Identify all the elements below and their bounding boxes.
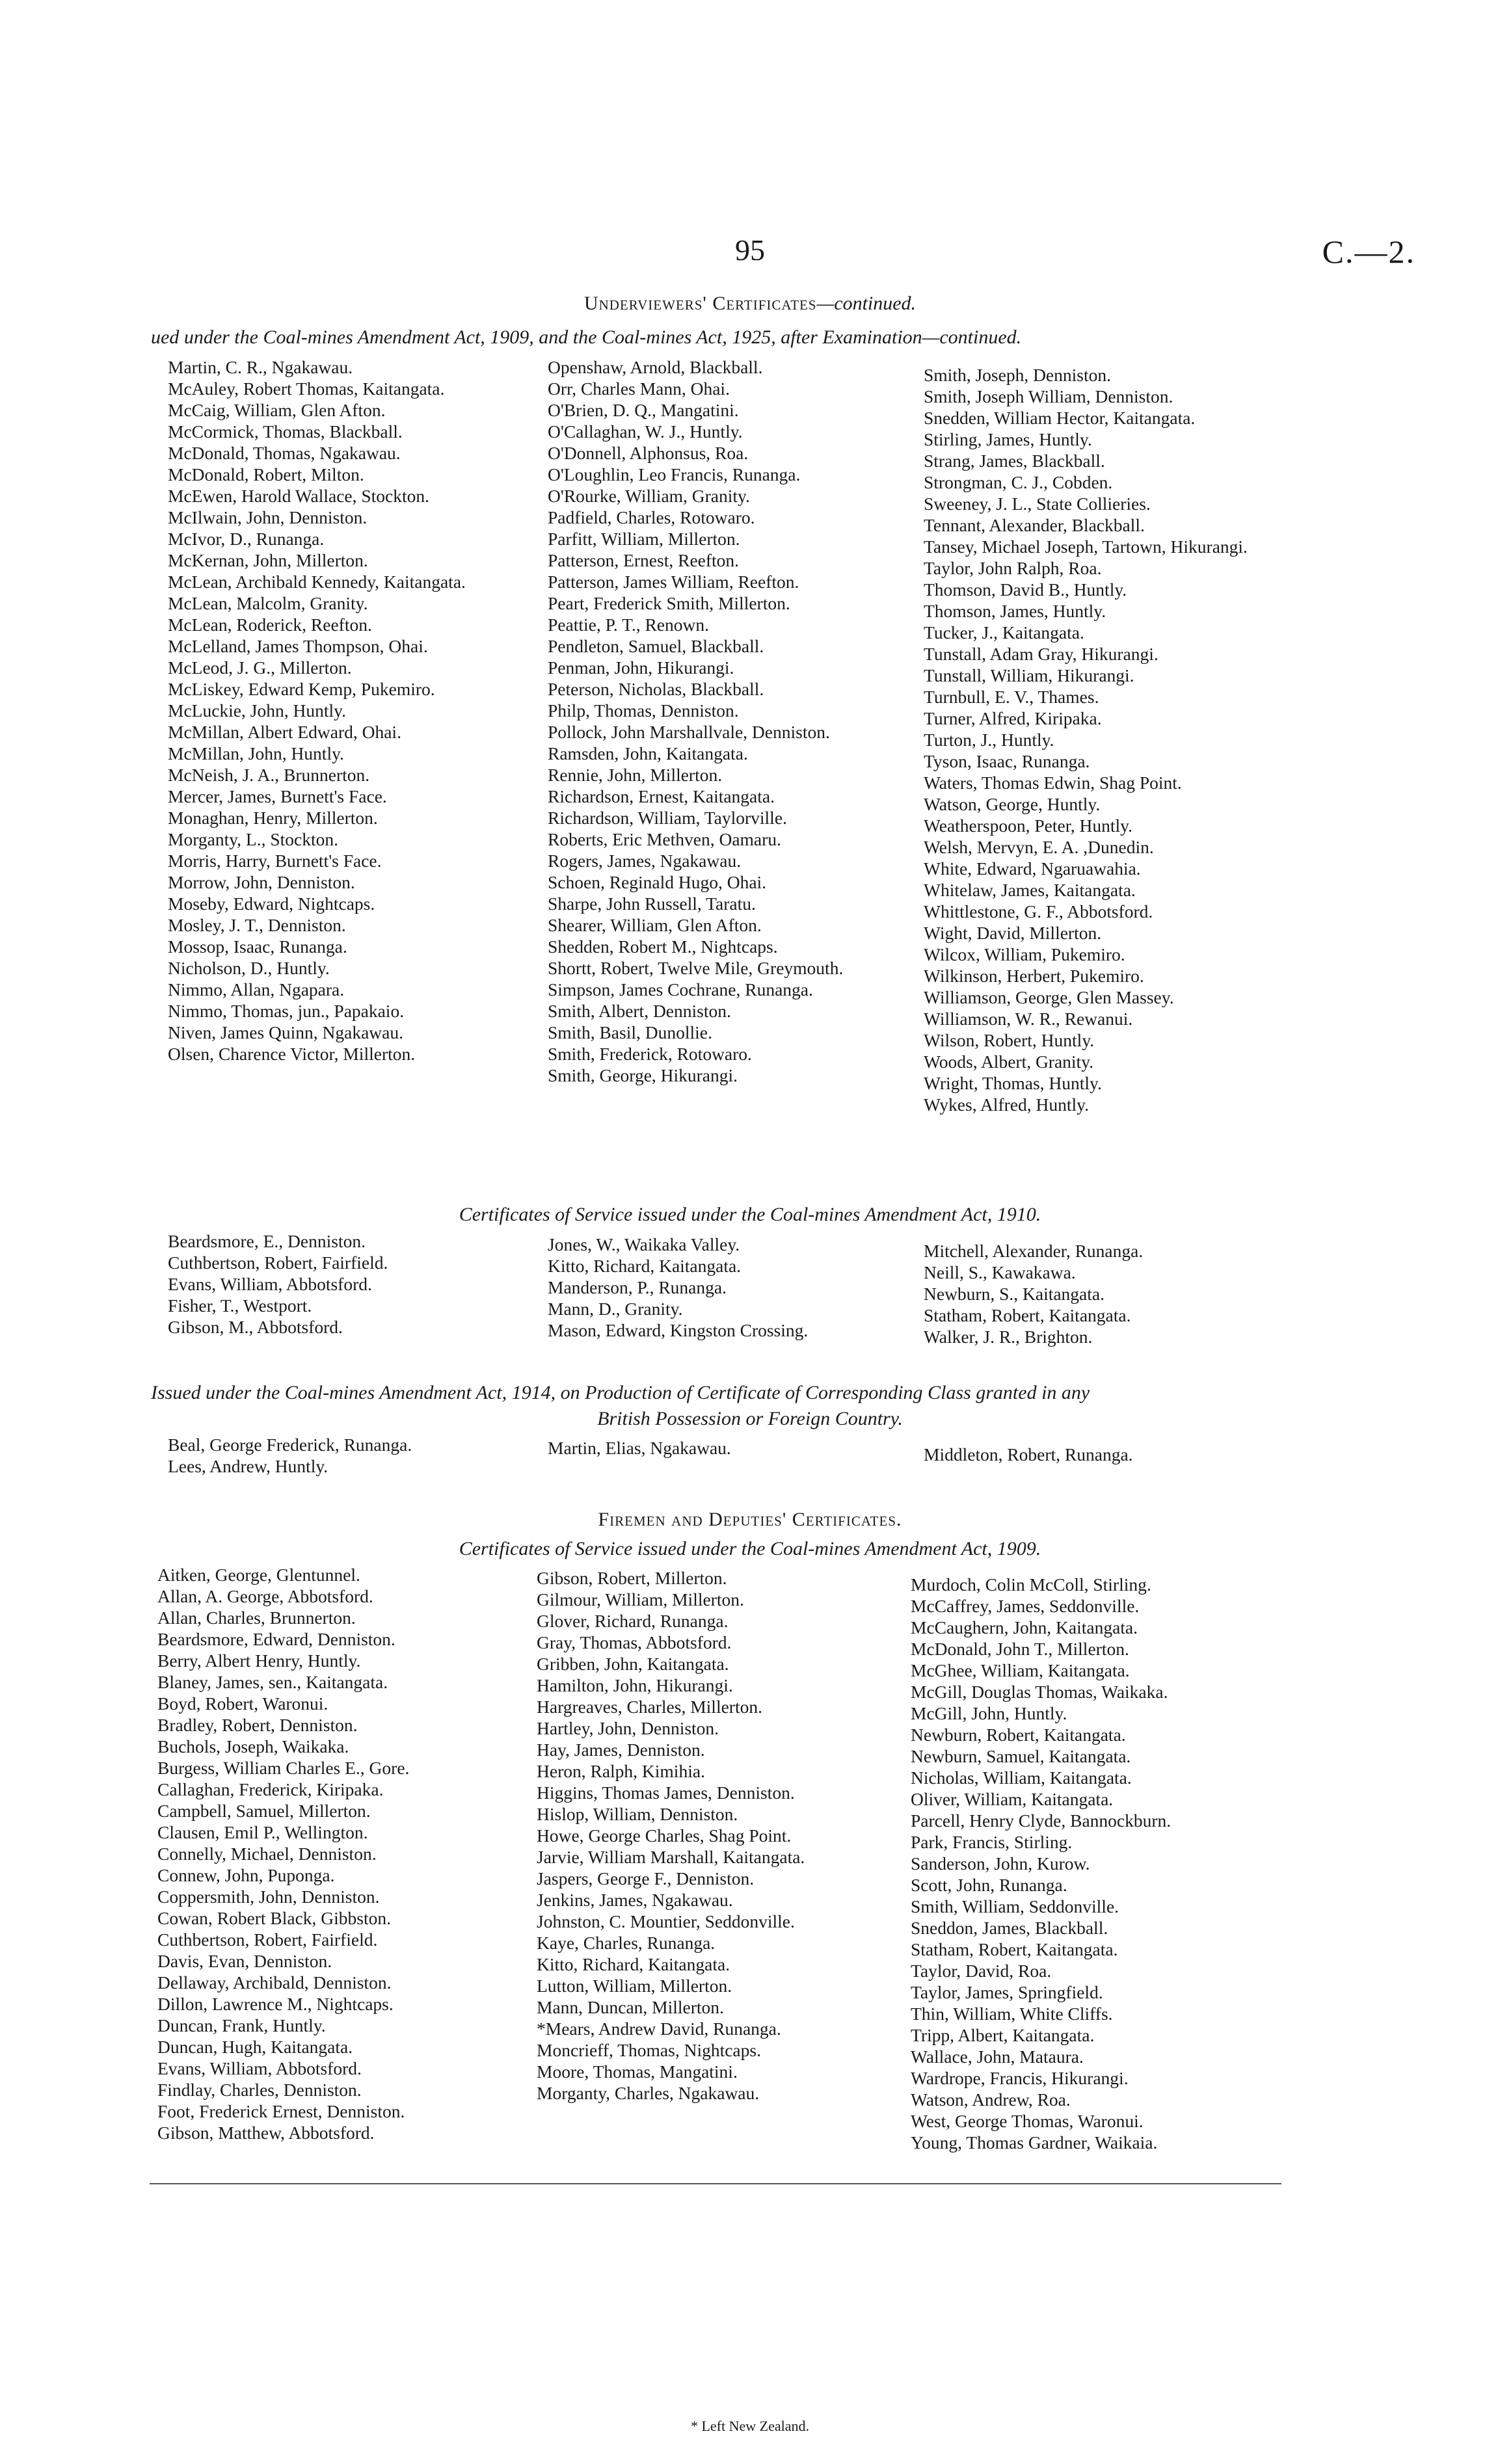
list-item: Jones, W., Waikaka Valley. bbox=[548, 1234, 740, 1254]
list-item: McMillan, Albert Edward, Ohai. bbox=[168, 722, 401, 742]
list-item: Beal, George Frederick, Runanga. bbox=[168, 1435, 412, 1455]
list-item: Tripp, Albert, Kaitangata. bbox=[911, 2025, 1095, 2045]
list-item: Beardsmore, E., Denniston. bbox=[168, 1231, 366, 1251]
list-item: Dillon, Lawrence M., Nightcaps. bbox=[157, 1994, 394, 2014]
list-item: Mann, Duncan, Millerton. bbox=[537, 1997, 724, 2017]
list-item: Murdoch, Colin McColl, Stirling. bbox=[911, 1574, 1151, 1595]
list-item: Johnston, C. Mountier, Seddonville. bbox=[537, 1911, 795, 1931]
list-item: Newburn, Samuel, Kaitangata. bbox=[911, 1746, 1131, 1766]
service-1910-column-2 bbox=[548, 1234, 902, 1341]
list-item: Jarvie, William Marshall, Kaitangata. bbox=[537, 1847, 805, 1867]
list-item: McMillan, John, Huntly. bbox=[168, 743, 344, 763]
list-item: Neill, S., Kawakawa. bbox=[924, 1262, 1076, 1282]
list-item: Turnbull, E. V., Thames. bbox=[924, 687, 1099, 707]
list-item: Turner, Alfred, Kiripaka. bbox=[924, 708, 1102, 728]
list-item: Morrow, John, Denniston. bbox=[168, 872, 355, 892]
list-item: Hargreaves, Charles, Millerton. bbox=[537, 1697, 762, 1717]
list-item: McLean, Roderick, Reefton. bbox=[168, 615, 372, 635]
list-item: Callaghan, Frederick, Kiripaka. bbox=[157, 1779, 384, 1799]
list-item: Peattie, P. T., Renown. bbox=[548, 615, 709, 635]
list-item: Jaspers, George F., Denniston. bbox=[537, 1868, 755, 1888]
list-item: Smith, Basil, Dunollie. bbox=[548, 1022, 712, 1042]
list-item: Tansey, Michael Joseph, Tartown, Hikurangi. bbox=[924, 537, 1248, 557]
list-item: McDonald, John T., Millerton. bbox=[911, 1639, 1129, 1659]
list-item: Shortt, Robert, Twelve Mile, Greymouth. bbox=[548, 958, 844, 978]
list-item: Nicholas, William, Kaitangata. bbox=[911, 1768, 1132, 1788]
list-item: Snedden, William Hector, Kaitangata. bbox=[924, 408, 1196, 428]
list-item: West, George Thomas, Waronui. bbox=[911, 2111, 1144, 2131]
list-item: Cowan, Robert Black, Gibbston. bbox=[157, 1908, 391, 1928]
list-item: Olsen, Charence Victor, Millerton. bbox=[168, 1044, 416, 1064]
list-item: McCormick, Thomas, Blackball. bbox=[168, 421, 403, 442]
list-item: Smith, Joseph, Denniston. bbox=[924, 365, 1111, 385]
list-item: Lutton, William, Millerton. bbox=[537, 1976, 732, 1996]
list-item: McLelland, James Thompson, Ohai. bbox=[168, 636, 428, 656]
list-item: Simpson, James Cochrane, Runanga. bbox=[548, 979, 813, 1000]
list-item: Tennant, Alexander, Blackball. bbox=[924, 515, 1145, 535]
list-item: Sweeney, J. L., State Collieries. bbox=[924, 494, 1151, 514]
list-item: Mercer, James, Burnett's Face. bbox=[168, 786, 387, 806]
underviewers-title: Underviewers' Certificates bbox=[583, 293, 817, 314]
underviewers-title-suffix: —continued. bbox=[816, 293, 917, 314]
footnote: * Left New Zealand. bbox=[690, 2418, 810, 2434]
list-item: Hislop, William, Denniston. bbox=[537, 1804, 738, 1824]
list-item: Smith, Joseph William, Denniston. bbox=[924, 386, 1173, 406]
list-item: Smith, George, Hikurangi. bbox=[548, 1065, 738, 1085]
list-item: Mosley, J. T., Denniston. bbox=[168, 915, 346, 935]
section-title-firemen: Firemen and Deputies' Certificates. bbox=[598, 1509, 902, 1530]
list-item: Kaye, Charles, Runanga. bbox=[537, 1933, 716, 1953]
list-item: Hay, James, Denniston. bbox=[537, 1740, 705, 1760]
list-item: Wykes, Alfred, Huntly. bbox=[924, 1094, 1089, 1115]
list-item: Morganty, Charles, Ngakawau. bbox=[537, 2083, 760, 2103]
subheading-firemen: Certificates of Service issued under the Coal-mines Amendment Act, 1909. bbox=[459, 1538, 1041, 1559]
list-item: Findlay, Charles, Denniston. bbox=[157, 2080, 362, 2100]
subheading-issued-1914-line2: British Possession or Foreign Country. bbox=[597, 1408, 903, 1429]
list-item: McLiskey, Edward Kemp, Pukemiro. bbox=[168, 679, 435, 699]
list-item: Oliver, William, Kaitangata. bbox=[911, 1789, 1114, 1809]
list-item: Turton, J., Huntly. bbox=[924, 730, 1054, 750]
list-item: Sneddon, James, Blackball. bbox=[911, 1918, 1108, 1938]
list-item: Connelly, Michael, Denniston. bbox=[157, 1844, 377, 1864]
list-item: Roberts, Eric Methven, Oamaru. bbox=[548, 829, 781, 849]
list-item: Weatherspoon, Peter, Huntly. bbox=[924, 815, 1133, 836]
list-item: Pendleton, Samuel, Blackball. bbox=[548, 636, 764, 656]
list-item: Sharpe, John Russell, Taratu. bbox=[548, 894, 756, 914]
list-item: Woods, Albert, Granity. bbox=[924, 1052, 1094, 1072]
list-item: Middleton, Robert, Runanga. bbox=[924, 1444, 1133, 1464]
list-item: Allan, A. George, Abbotsford. bbox=[157, 1586, 373, 1606]
list-item: Nicholson, D., Huntly. bbox=[168, 958, 330, 978]
list-item: Cuthbertson, Robert, Fairfield. bbox=[157, 1929, 378, 1950]
list-item: Williamson, W. R., Rewanui. bbox=[924, 1009, 1133, 1029]
list-item: Foot, Frederick Ernest, Denniston. bbox=[157, 2101, 405, 2121]
list-item: Strongman, C. J., Cobden. bbox=[924, 472, 1113, 492]
list-item: Statham, Robert, Kaitangata. bbox=[911, 1939, 1118, 1959]
list-item: Rennie, John, Millerton. bbox=[548, 765, 723, 785]
list-item: Wright, Thomas, Huntly. bbox=[924, 1073, 1102, 1093]
list-item: Campbell, Samuel, Millerton. bbox=[157, 1801, 371, 1821]
subheading-underviewers: ued under the Coal-mines Amendment Act, 1909, and the Coal-mines Act, 1925, after Examination—continued. bbox=[151, 326, 1022, 348]
list-item: Watson, Andrew, Roa. bbox=[911, 2089, 1071, 2110]
list-item: Ramsden, John, Kaitangata. bbox=[548, 743, 748, 763]
footnote-rule bbox=[150, 2183, 1281, 2184]
list-item: Peterson, Nicholas, Blackball. bbox=[548, 679, 764, 699]
list-item: McLeod, J. G., Millerton. bbox=[168, 657, 352, 678]
list-item: Howe, George Charles, Shag Point. bbox=[537, 1825, 792, 1846]
issued-1914-column-3 bbox=[924, 1444, 1288, 1465]
list-item: Padfield, Charles, Rotowaro. bbox=[548, 507, 755, 527]
list-item: Wilson, Robert, Huntly. bbox=[924, 1030, 1095, 1050]
list-item: *Mears, Andrew David, Runanga. bbox=[537, 2019, 781, 2039]
list-item: McDonald, Robert, Milton. bbox=[168, 464, 364, 484]
list-item: Wight, David, Millerton. bbox=[924, 923, 1102, 943]
list-item: Thin, William, White Cliffs. bbox=[911, 2004, 1113, 2024]
underviewers-column-3 bbox=[924, 364, 1288, 1115]
list-item: Parcell, Henry Clyde, Bannockburn. bbox=[911, 1810, 1172, 1831]
list-item: McNeish, J. A., Brunnerton. bbox=[168, 765, 370, 785]
list-item: Tyson, Isaac, Runanga. bbox=[924, 751, 1090, 771]
list-item: Mason, Edward, Kingston Crossing. bbox=[548, 1320, 809, 1340]
list-item: McLean, Archibald Kennedy, Kaitangata. bbox=[168, 572, 466, 592]
list-item: White, Edward, Ngaruawahia. bbox=[924, 858, 1141, 879]
list-item: Park, Francis, Stirling. bbox=[911, 1832, 1073, 1852]
list-item: Whitelaw, James, Kaitangata. bbox=[924, 880, 1136, 900]
list-item: McLean, Malcolm, Granity. bbox=[168, 593, 368, 613]
list-item: Peart, Frederick Smith, Millerton. bbox=[548, 593, 790, 613]
list-item: Kitto, Richard, Kaitangata. bbox=[537, 1954, 730, 1974]
firemen-column-1 bbox=[157, 1564, 519, 2143]
subheading-service-1910: Certificates of Service issued under the Coal-mines Amendment Act, 1910. bbox=[459, 1204, 1041, 1225]
list-item: Walker, J. R., Brighton. bbox=[924, 1327, 1093, 1347]
list-item: Nimmo, Thomas, jun., Papakaio. bbox=[168, 1001, 405, 1021]
list-item: Taylor, John Ralph, Roa. bbox=[924, 558, 1102, 578]
subheading-issued-1914: Issued under the Coal-mines Amendment Act, 1914, on Production of Certificate of Corresponding Class granted in any bbox=[151, 1382, 1090, 1403]
list-item: Beardsmore, Edward, Denniston. bbox=[157, 1629, 395, 1649]
list-item: Tucker, J., Kaitangata. bbox=[924, 622, 1084, 642]
list-item: Connew, John, Puponga. bbox=[157, 1865, 335, 1885]
list-item: Clausen, Emil P., Wellington. bbox=[157, 1822, 368, 1842]
list-item: Schoen, Reginald Hugo, Ohai. bbox=[548, 872, 767, 892]
list-item: O'Donnell, Alphonsus, Roa. bbox=[548, 443, 749, 463]
list-item: Orr, Charles Mann, Ohai. bbox=[548, 378, 730, 399]
list-item: Tunstall, Adam Gray, Hikurangi. bbox=[924, 644, 1158, 664]
list-item: Wilkinson, Herbert, Pukemiro. bbox=[924, 966, 1144, 986]
list-item: Strang, James, Blackball. bbox=[924, 451, 1105, 471]
list-item: Scott, John, Runanga. bbox=[911, 1875, 1067, 1895]
list-item: Young, Thomas Gardner, Waikaia. bbox=[911, 2132, 1158, 2153]
list-item: Welsh, Mervyn, E. A. ,Dunedin. bbox=[924, 837, 1154, 857]
list-item: Gibson, M., Abbotsford. bbox=[168, 1317, 343, 1337]
list-item: Fisher, T., Westport. bbox=[168, 1295, 312, 1316]
page-number: 95 bbox=[735, 233, 765, 267]
list-item: Morganty, L., Stockton. bbox=[168, 829, 339, 849]
underviewers-column-1 bbox=[168, 356, 519, 1065]
list-item: Mossop, Isaac, Runanga. bbox=[168, 936, 347, 957]
list-item: Duncan, Hugh, Kaitangata. bbox=[157, 2037, 353, 2057]
list-item: Waters, Thomas Edwin, Shag Point. bbox=[924, 773, 1182, 793]
firemen-column-3 bbox=[911, 1574, 1288, 2153]
list-item: McGill, Douglas Thomas, Waikaka. bbox=[911, 1682, 1168, 1702]
list-item: Shearer, William, Glen Afton. bbox=[548, 915, 762, 935]
list-item: Duncan, Frank, Huntly. bbox=[157, 2015, 326, 2035]
firemen-column-2 bbox=[537, 1567, 902, 2104]
list-item: Berry, Albert Henry, Huntly. bbox=[157, 1650, 361, 1671]
list-item: Martin, Elias, Ngakawau. bbox=[548, 1438, 731, 1458]
list-item: Boyd, Robert, Waronui. bbox=[157, 1693, 328, 1714]
list-item: Buchols, Joseph, Waikaka. bbox=[157, 1736, 349, 1756]
list-item: Smith, Frederick, Rotowaro. bbox=[548, 1044, 752, 1064]
list-item: Stirling, James, Huntly. bbox=[924, 429, 1092, 449]
list-item: Bradley, Robert, Denniston. bbox=[157, 1715, 358, 1735]
list-item: Gribben, John, Kaitangata. bbox=[537, 1654, 729, 1674]
list-item: McCaughern, John, Kaitangata. bbox=[911, 1617, 1138, 1637]
list-item: Aitken, George, Glentunnel. bbox=[157, 1565, 360, 1585]
list-item: Whittlestone, G. F., Abbotsford. bbox=[924, 901, 1153, 921]
list-item: Shedden, Robert M., Nightcaps. bbox=[548, 936, 778, 957]
list-item: Watson, George, Huntly. bbox=[924, 794, 1101, 814]
list-item: McIvor, D., Runanga. bbox=[168, 529, 325, 549]
list-item: Moseby, Edward, Nightcaps. bbox=[168, 894, 375, 914]
list-item: Gray, Thomas, Abbotsford. bbox=[537, 1632, 732, 1652]
list-item: Blaney, James, sen., Kaitangata. bbox=[157, 1672, 388, 1692]
list-item: Patterson, James William, Reefton. bbox=[548, 572, 799, 592]
list-item: Cuthbertson, Robert, Fairfield. bbox=[168, 1252, 388, 1273]
list-item: McEwen, Harold Wallace, Stockton. bbox=[168, 486, 430, 506]
underviewers-column-2 bbox=[548, 356, 902, 1086]
list-item: Glover, Richard, Runanga. bbox=[537, 1611, 729, 1631]
list-item: Manderson, P., Runanga. bbox=[548, 1277, 727, 1297]
list-item: McGhee, William, Kaitangata. bbox=[911, 1660, 1130, 1680]
list-item: Heron, Ralph, Kimihia. bbox=[537, 1761, 705, 1781]
list-item: Higgins, Thomas James, Denniston. bbox=[537, 1782, 795, 1803]
list-item: Penman, John, Hikurangi. bbox=[548, 657, 734, 678]
list-item: Niven, James Quinn, Ngakawau. bbox=[168, 1022, 403, 1042]
list-item: Smith, Albert, Denniston. bbox=[548, 1001, 731, 1021]
list-item: Richardson, William, Taylorville. bbox=[548, 808, 787, 828]
list-item: Taylor, James, Springfield. bbox=[911, 1982, 1103, 2002]
list-item: Parfitt, William, Millerton. bbox=[548, 529, 740, 549]
list-item: Gilmour, William, Millerton. bbox=[537, 1589, 744, 1610]
list-item: Gibson, Matthew, Abbotsford. bbox=[157, 2123, 375, 2143]
list-item: Thomson, David B., Huntly. bbox=[924, 579, 1127, 600]
list-item: Pollock, John Marshallvale, Denniston. bbox=[548, 722, 830, 742]
list-item: Morris, Harry, Burnett's Face. bbox=[168, 851, 382, 871]
list-item: Jenkins, James, Ngakawau. bbox=[537, 1890, 733, 1910]
list-item: Wilcox, William, Pukemiro. bbox=[924, 944, 1125, 964]
section-title-underviewers bbox=[0, 293, 1500, 315]
list-item: Openshaw, Arnold, Blackball. bbox=[548, 357, 763, 377]
list-item: Taylor, David, Roa. bbox=[911, 1961, 1052, 1981]
list-item: Burgess, William Charles E., Gore. bbox=[157, 1758, 410, 1778]
list-item: McIlwain, John, Denniston. bbox=[168, 507, 368, 527]
list-item: Sanderson, John, Kurow. bbox=[911, 1853, 1090, 1874]
service-1910-column-1 bbox=[168, 1230, 519, 1338]
list-item: Allan, Charles, Brunnerton. bbox=[157, 1608, 356, 1628]
list-item: Hartley, John, Denniston. bbox=[537, 1718, 719, 1738]
list-item: Smith, William, Seddonville. bbox=[911, 1896, 1119, 1916]
list-item: Moore, Thomas, Mangatini. bbox=[537, 2061, 738, 2082]
list-item: Statham, Robert, Kaitangata. bbox=[924, 1305, 1131, 1325]
list-item: Lees, Andrew, Huntly. bbox=[168, 1456, 328, 1476]
list-item: Thomson, James, Huntly. bbox=[924, 601, 1106, 621]
list-item: Mann, D., Granity. bbox=[548, 1299, 683, 1319]
list-item: Nimmo, Allan, Ngapara. bbox=[168, 979, 345, 1000]
list-item: Wallace, John, Mataura. bbox=[911, 2047, 1084, 2067]
issued-1914-column-2 bbox=[548, 1437, 902, 1459]
list-item: Patterson, Ernest, Reefton. bbox=[548, 550, 740, 570]
list-item: McKernan, John, Millerton. bbox=[168, 550, 368, 570]
list-item: McAuley, Robert Thomas, Kaitangata. bbox=[168, 378, 445, 399]
list-item: Mitchell, Alexander, Runanga. bbox=[924, 1241, 1144, 1261]
list-item: Dellaway, Archibald, Denniston. bbox=[157, 1972, 392, 1993]
list-item: Hamilton, John, Hikurangi. bbox=[537, 1675, 733, 1695]
list-item: Davis, Evan, Denniston. bbox=[157, 1951, 332, 1971]
list-item: Evans, William, Abbotsford. bbox=[168, 1274, 372, 1294]
list-item: Newburn, S., Kaitangata. bbox=[924, 1284, 1105, 1304]
list-item: O'Rourke, William, Granity. bbox=[548, 486, 750, 506]
list-item: McLuckie, John, Huntly. bbox=[168, 700, 346, 721]
list-item: Martin, C. R., Ngakawau. bbox=[168, 357, 353, 377]
list-item: Gibson, Robert, Millerton. bbox=[537, 1568, 727, 1588]
list-item: O'Callaghan, W. J., Huntly. bbox=[548, 421, 743, 442]
list-item: McGill, John, Huntly. bbox=[911, 1703, 1067, 1723]
list-item: O'Brien, D. Q., Mangatini. bbox=[548, 400, 739, 420]
list-item: McCaig, William, Glen Afton. bbox=[168, 400, 386, 420]
list-item: Newburn, Robert, Kaitangata. bbox=[911, 1725, 1126, 1745]
list-item: Moncrieff, Thomas, Nightcaps. bbox=[537, 2040, 761, 2060]
list-item: O'Loughlin, Leo Francis, Runanga. bbox=[548, 464, 801, 484]
document-id: C.—2. bbox=[1322, 233, 1415, 270]
list-item: McDonald, Thomas, Ngakawau. bbox=[168, 443, 401, 463]
list-item: Richardson, Ernest, Kaitangata. bbox=[548, 786, 775, 806]
list-item: McCaffrey, James, Seddonville. bbox=[911, 1596, 1140, 1616]
service-1910-column-3 bbox=[924, 1240, 1288, 1347]
list-item: Rogers, James, Ngakawau. bbox=[548, 851, 742, 871]
list-item: Evans, William, Abbotsford. bbox=[157, 2058, 362, 2078]
list-item: Coppersmith, John, Denniston. bbox=[157, 1887, 380, 1907]
list-item: Kitto, Richard, Kaitangata. bbox=[548, 1256, 742, 1276]
list-item: Philp, Thomas, Denniston. bbox=[548, 700, 739, 721]
issued-1914-column-1 bbox=[168, 1434, 519, 1477]
list-item: Wardrope, Francis, Hikurangi. bbox=[911, 2068, 1129, 2088]
list-item: Williamson, George, Glen Massey. bbox=[924, 987, 1174, 1007]
list-item: Monaghan, Henry, Millerton. bbox=[168, 808, 378, 828]
list-item: Tunstall, William, Hikurangi. bbox=[924, 665, 1134, 685]
